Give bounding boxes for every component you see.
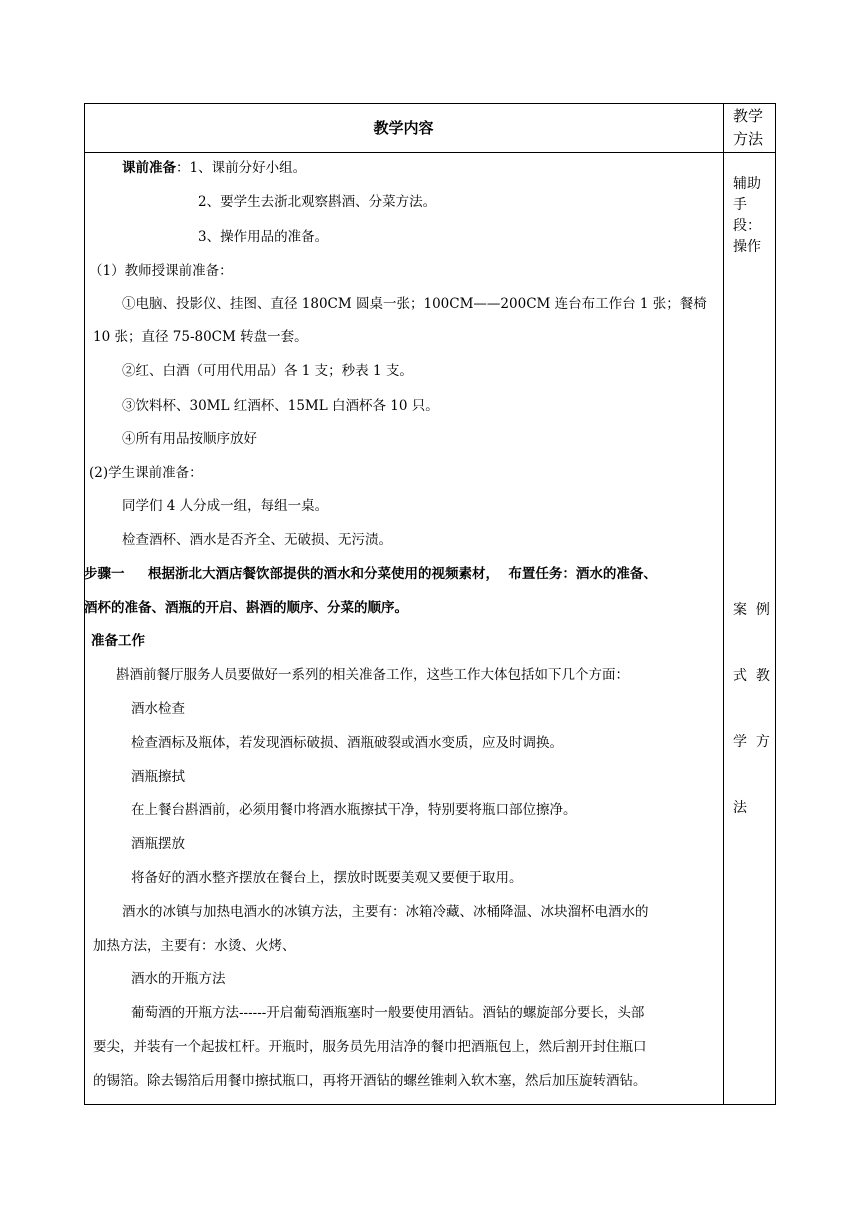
content-line: 要尖，并装有一个起拔杠杆。开瓶时，服务员先用洁净的餐巾把酒瓶包上，然后割开封住瓶口: [93, 1039, 647, 1055]
case-note: [733, 555, 773, 841]
content-line: ④所有用品按顺序放好: [122, 431, 257, 447]
content-line: 将备好的酒水整齐摆放在餐台上，摆放时既要美观又要便于取用。: [131, 870, 523, 886]
header-divider: [84, 152, 776, 153]
prep-line: [122, 158, 306, 178]
case-note-line: 法: [733, 800, 747, 816]
content-line: 斟酒前餐厅服务人员要做好一系列的相关准备工作，这些工作大体包括如下几个方面：: [116, 667, 629, 683]
case-note-line: 案 例: [733, 602, 770, 618]
step-one-line: 步骤一 根据浙北大酒店餐饮部提供的酒水和分菜使用的视频素材， 布置任务：酒水的准备、: [84, 566, 657, 582]
content-line: ②红、白酒（可用代用品）各 1 支；秒表 1 支。: [122, 363, 413, 379]
content-line: 检查酒标及瓶体，若发现酒标破损、酒瓶破裂或酒水变质，应及时调换。: [131, 735, 563, 751]
item-title: 酒水的开瓶方法: [131, 971, 226, 987]
method-header: [724, 103, 776, 152]
content-line: 葡萄酒的开瓶方法------开启葡萄酒瓶塞时一般要使用酒钻。酒钻的螺旋部分要长，头部: [131, 1005, 645, 1021]
aux-note: [733, 174, 761, 258]
item-title: 酒瓶摆放: [131, 836, 185, 852]
aux-note-line: 段：: [733, 218, 761, 234]
subsection-title: 准备工作: [91, 633, 145, 649]
content-line: 10 张；直径 75-80CM 转盘一套。: [93, 329, 308, 345]
prep-label: 课前准备: [122, 160, 176, 176]
item-title: 酒水检查: [131, 701, 185, 717]
prep-line: 2、要学生去浙北观察斟酒、分菜方法。: [198, 194, 437, 210]
content-line: 同学们 4 人分成一组，每组一桌。: [122, 498, 329, 514]
prep-line-text: ：1、课前分好小组。: [176, 160, 307, 176]
column-divider: [723, 103, 724, 1105]
method-header-line: 方法: [733, 130, 764, 148]
content-header: 教学内容: [373, 119, 434, 137]
step-one-line: 酒杯的准备、酒瓶的开启、斟酒的顺序、分菜的顺序。: [84, 600, 408, 616]
content-line: 在上餐台斟酒前，必须用餐巾将酒水瓶擦拭干净，特别要将瓶口部位擦净。: [131, 802, 577, 818]
content-line: 加热方法，主要有：水烫、火烤、: [93, 938, 296, 954]
content-line: 酒水的冰镇与加热电酒水的冰镇方法，主要有：冰箱冷藏、冰桶降温、冰块溜杯电酒水的: [122, 904, 649, 920]
item-title: 酒瓶擦拭: [131, 769, 185, 785]
case-note-line: 式 教: [733, 668, 770, 684]
section-heading: (2)学生课前准备：: [89, 465, 203, 481]
content-line: ①电脑、投影仪、挂图、直径 180CM 圆桌一张；100CM——200CM 连台布工作台 1 张；餐椅: [122, 296, 707, 312]
content-line: 检查酒杯、酒水是否齐全、无破损、无污渍。: [122, 532, 392, 548]
case-note-line: 学 方: [733, 734, 770, 750]
content-line: ③饮料杯、30ML 红酒杯、15ML 白酒杯各 10 只。: [122, 398, 439, 414]
aux-note-line: 操作: [733, 239, 761, 255]
aux-note-line: 辅助: [733, 176, 761, 192]
section-heading: （1）教师授课前准备：: [89, 263, 233, 279]
content-line: 的锡箔。除去锡箔后用餐巾擦拭瓶口，再将开酒钻的螺丝锥刺入软木塞，然后加压旋转酒钻。: [93, 1073, 647, 1089]
prep-line: 3、操作用品的准备。: [198, 229, 329, 245]
method-header-line: 教学: [733, 107, 764, 125]
aux-note-line: 手: [733, 197, 747, 213]
